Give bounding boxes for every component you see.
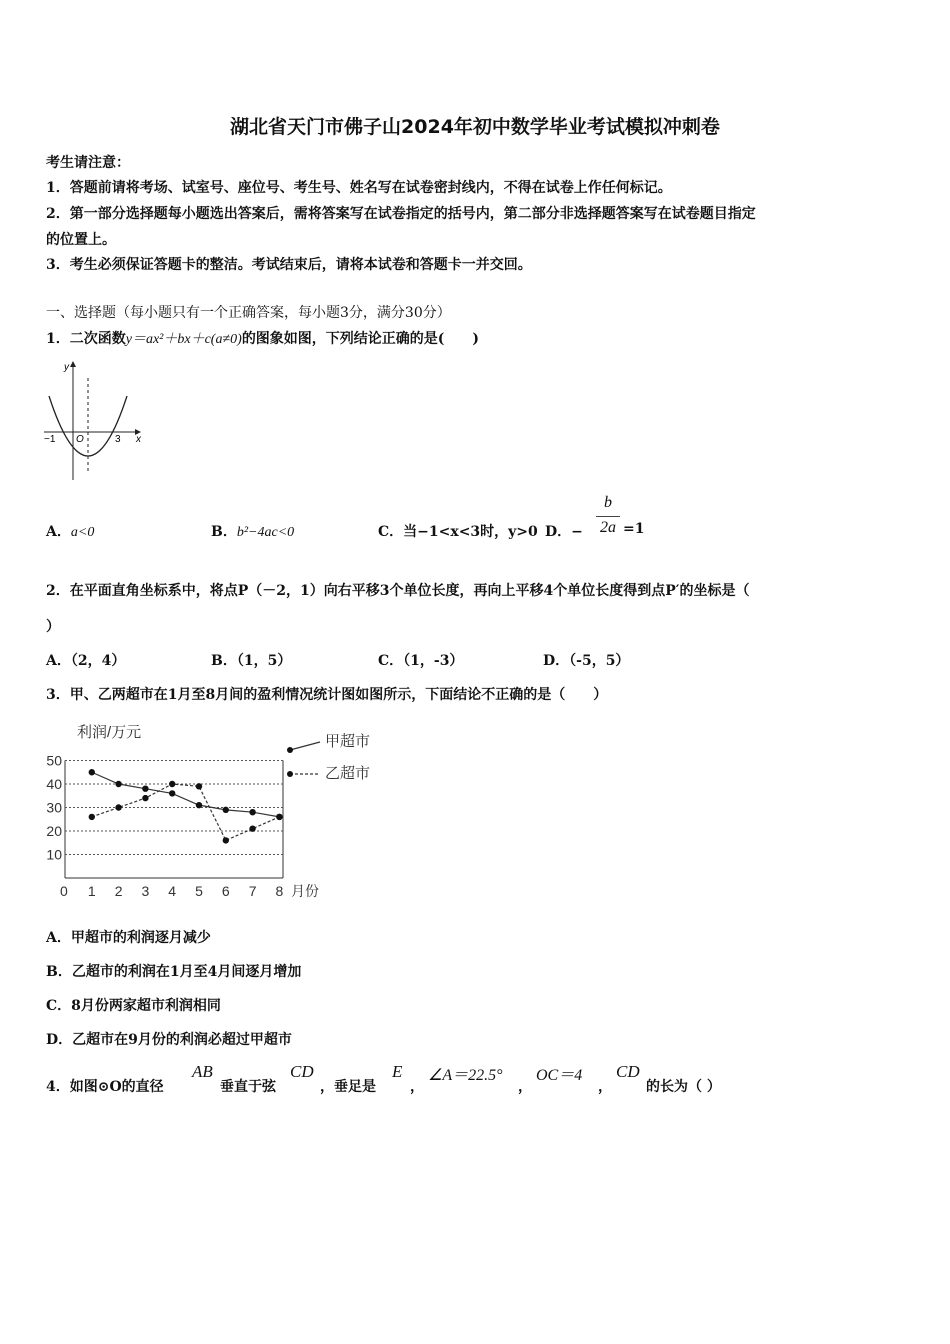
question-4-part-3: ，垂足是 xyxy=(320,1079,376,1095)
x-tick-label-5: 5 xyxy=(195,883,203,899)
y-tick-label-30: 30 xyxy=(46,799,62,816)
notice-item-1: 1．答题前请将考场、试室号、座位号、考生号、姓名写在试卷密封线内，不得在试卷上作任何标记。 xyxy=(46,180,672,196)
q2-option-c[interactable]: C．（1，-3） xyxy=(378,653,464,669)
point-jia-3 xyxy=(142,786,148,792)
notice-item-2: 2．第一部分选择题每小题选出答案后，需将答案写在试卷指定的括号内，第二部分非选择题答案写在试卷题目指定 xyxy=(46,206,756,222)
x-tick-label-7: 7 xyxy=(248,883,257,899)
question-3-stem: 3．甲、乙两超市在1月至8月间的盈利情况统计图如图所示，下面结论不正确的是（ ） xyxy=(46,687,608,703)
origin-label: O xyxy=(76,434,84,445)
fraction-numerator: b xyxy=(604,494,612,511)
point-yi-6 xyxy=(223,837,229,843)
notice-item-3: 3．考生必须保证答题卡的整洁。考试结束后，请将本试卷和答题卡一并交回。 xyxy=(46,257,532,273)
section-heading: 一、选择题（每小题只有一个正确答案，每小题3分，满分30分） xyxy=(46,305,451,321)
chord-cd: CD xyxy=(290,1062,314,1081)
q1-option-d-tail: =1 xyxy=(623,521,645,537)
notice-heading: 考生请注意： xyxy=(46,155,130,171)
q1-option-d[interactable]: D．− xyxy=(545,524,583,540)
x-tick-label-6: 6 xyxy=(221,883,230,899)
right-root-label: 3 xyxy=(115,434,121,445)
q2-option-a[interactable]: A．（2，4） xyxy=(46,653,126,669)
legend-dot-jia xyxy=(287,747,293,753)
chart-origin-label: 0 xyxy=(60,883,68,899)
point-e: E xyxy=(392,1062,403,1081)
q1-option-c[interactable]: C．当−1<x<3时，y>0 xyxy=(378,524,538,540)
q2-option-d[interactable]: D．（-5，5） xyxy=(543,653,630,669)
legend-dot-yi xyxy=(287,771,293,777)
question-4-part-6: ， xyxy=(598,1079,612,1095)
point-yi-1 xyxy=(89,814,95,820)
diameter-ab: AB xyxy=(192,1062,213,1081)
y-tick-label-10: 10 xyxy=(46,846,62,863)
point-yi-2 xyxy=(115,804,121,810)
notice-item-2-cont: 的位置上。 xyxy=(46,232,116,248)
question-4-part-4: ， xyxy=(410,1079,424,1095)
point-jia-5 xyxy=(196,802,202,808)
x-tick-label-1: 1 xyxy=(87,883,96,899)
point-jia-2 xyxy=(115,781,121,787)
q3-option-b[interactable]: B．乙超市的利润在1月至4月间逐月增加 xyxy=(46,964,302,980)
question-1-stem: 1．二次函数y＝ax²＋bx＋c(a≠0)的图象如图，下列结论正确的是( ) xyxy=(46,331,480,347)
point-jia-7 xyxy=(249,809,255,815)
q3-option-a[interactable]: A．甲超市的利润逐月减少 xyxy=(46,930,211,946)
x-tick-label-3: 3 xyxy=(141,883,150,899)
point-jia-6 xyxy=(223,807,229,813)
fraction-bar xyxy=(596,516,620,517)
question-4-part-7: 的长为（ ） xyxy=(646,1079,721,1095)
q2-option-b[interactable]: B．（1，5） xyxy=(211,653,292,669)
y-tick-label-50: 50 xyxy=(46,752,62,769)
question-2-stem-cont: ） xyxy=(46,619,60,635)
point-jia-4 xyxy=(169,790,175,796)
point-yi-5 xyxy=(196,783,202,789)
question-4-part-5: ， xyxy=(518,1079,532,1095)
point-yi-7 xyxy=(249,825,255,831)
x-tick-label-2: 2 xyxy=(114,883,123,899)
legend-label-yi: 乙超市 xyxy=(325,765,371,782)
y-tick-label-20: 20 xyxy=(46,823,62,839)
fraction-denominator: 2a xyxy=(600,519,616,536)
angle-a: ∠A＝22.5° xyxy=(428,1067,503,1084)
point-jia-1 xyxy=(89,769,95,775)
x-tick-label-4: 4 xyxy=(168,883,177,899)
q3-option-c[interactable]: C．8月份两家超市利润相同 xyxy=(46,998,221,1014)
quadratic-formula: y＝ax²＋bx＋c(a≠0) xyxy=(125,332,242,347)
q1-option-b[interactable]: B．b²−4ac<0 xyxy=(211,524,295,540)
chord-cd-2: CD xyxy=(616,1062,640,1081)
question-4-part-2: 垂直于弦 xyxy=(220,1079,276,1095)
length-oc: OC＝4 xyxy=(536,1067,583,1084)
legend-line-jia xyxy=(290,742,320,750)
profit-line-chart xyxy=(40,718,390,906)
parabola-graph xyxy=(40,356,150,484)
point-yi-4 xyxy=(169,781,175,787)
point-yi-8 xyxy=(276,814,282,820)
y-tick-label-40: 40 xyxy=(46,776,62,792)
point-yi-3 xyxy=(142,795,148,801)
q3-option-d[interactable]: D．乙超市在9月份的利润必超过甲超市 xyxy=(46,1032,292,1048)
question-4-part-1: 4．如图⊙O的直径 xyxy=(46,1079,164,1095)
x-axis-label: x xyxy=(136,434,141,445)
chart-xlabel: 月份 xyxy=(291,883,319,899)
legend-label-jia: 甲超市 xyxy=(325,733,371,750)
q1-option-a[interactable]: A．a<0 xyxy=(46,524,95,540)
y-axis-label: y xyxy=(64,362,69,373)
left-root-label: −1 xyxy=(44,434,56,445)
x-tick-label-8: 8 xyxy=(275,883,284,899)
chart-ylabel: 利润/万元 xyxy=(77,724,142,741)
page-title: 湖北省天门市佛子山2024年初中数学毕业考试模拟冲刺卷 xyxy=(230,116,720,138)
question-2-stem: 2．在平面直角坐标系中，将点P（－2，1）向右平移3个单位长度，再向上平移4个单位长度得到点P′的坐标是（ xyxy=(46,583,750,599)
